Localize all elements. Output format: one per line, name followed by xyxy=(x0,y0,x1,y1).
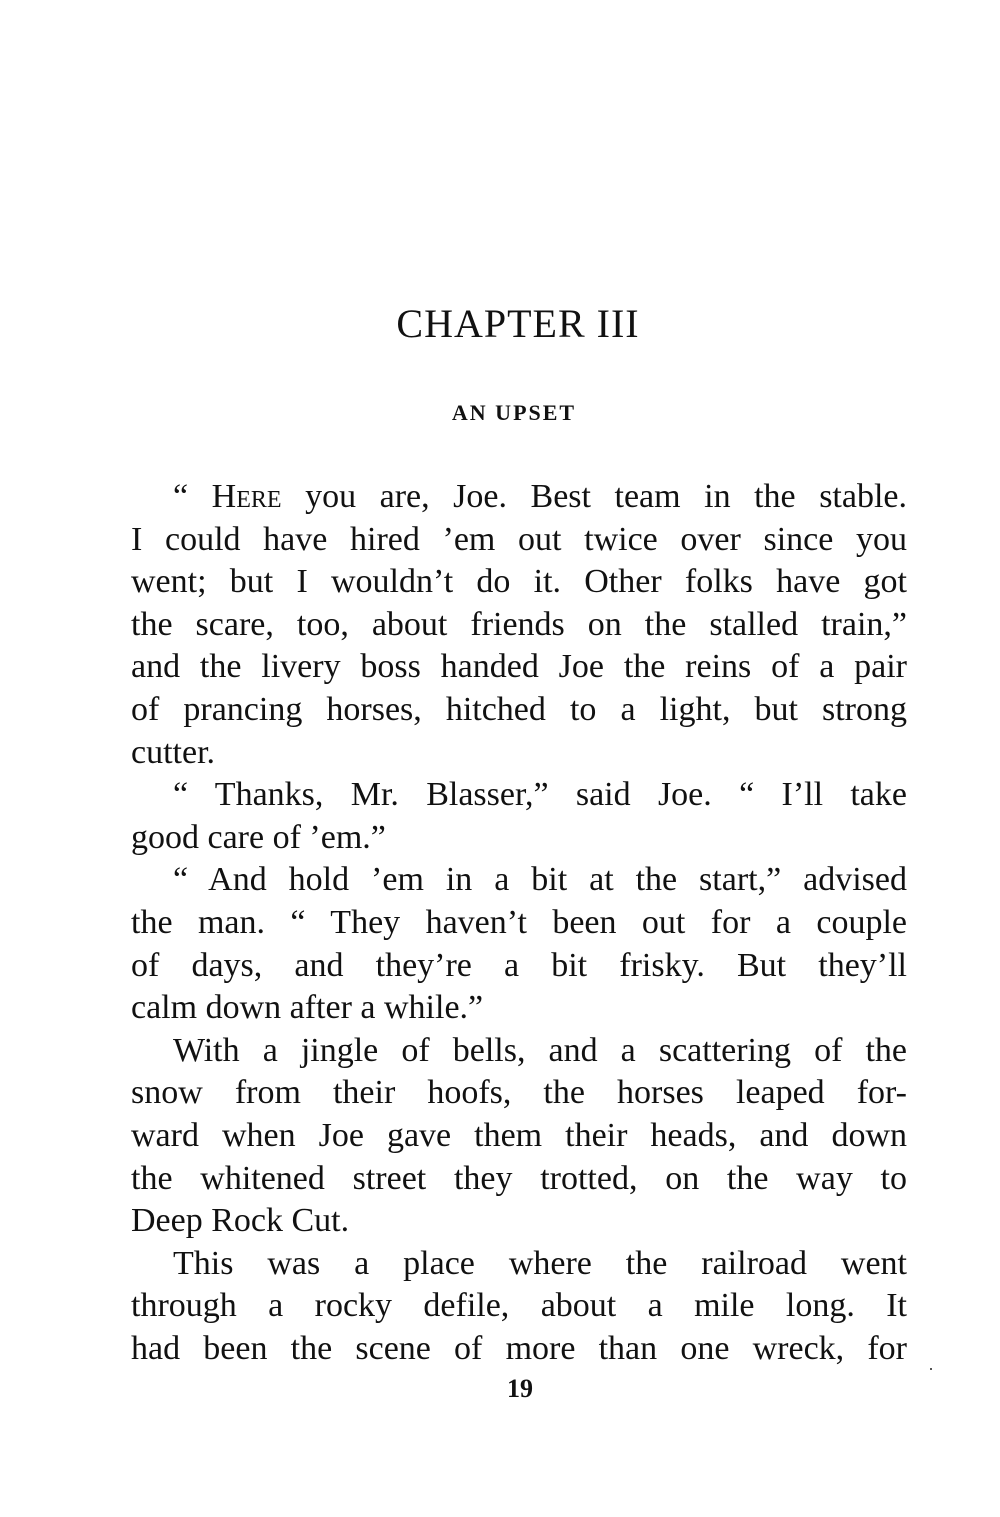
print-speck xyxy=(930,1368,932,1370)
text-line: Deep Rock Cut. xyxy=(131,1202,350,1240)
text-line: I could have hired ’em out twice over since you xyxy=(131,520,907,558)
text-line: through a rocky defile, about a mile long. It xyxy=(131,1287,907,1325)
text-line: With a jingle of bells, and a scattering of the xyxy=(173,1031,907,1069)
text-line: “ And hold ’em in a bit at the start,” advised xyxy=(173,861,907,899)
small-caps-word: Here xyxy=(211,478,282,515)
text-line: This was a place where the railroad went xyxy=(173,1244,907,1282)
text-line: snow from their hoofs, the horses leaped for- xyxy=(131,1074,907,1112)
text-line: cutter. xyxy=(131,733,216,771)
text-line: had been the scene of more than one wreck, for xyxy=(131,1329,907,1367)
text-line: the whitened street they trotted, on the way to xyxy=(131,1159,907,1197)
text-line: ward when Joe gave them their heads, and down xyxy=(131,1116,907,1154)
text-line: the scare, too, about friends on the stalled train,” xyxy=(131,605,907,643)
text-line: “ Here you are, Joe. Best team in the stable. xyxy=(173,478,908,515)
text-line: “ Thanks, Mr. Blasser,” said Joe. “ I’ll take xyxy=(173,776,907,814)
chapter-heading: CHAPTER III xyxy=(396,301,640,346)
text-line: of prancing horses, hitched to a light, but strong xyxy=(131,690,907,728)
text-line: went; but I wouldn’t do it. Other folks have got xyxy=(131,563,907,601)
page-number: 19 xyxy=(507,1374,533,1403)
body-text xyxy=(131,476,907,1370)
text-line: and the livery boss handed Joe the reins of a pair xyxy=(131,648,907,686)
chapter-subtitle: AN UPSET xyxy=(451,400,577,425)
text-line: the man. “ They haven’t been out for a couple xyxy=(131,903,907,941)
text-line: calm down after a while.” xyxy=(131,989,484,1027)
text-line: of days, and they’re a bit frisky. But they’ll xyxy=(131,946,907,984)
text-line: good care of ’em.” xyxy=(131,818,386,856)
